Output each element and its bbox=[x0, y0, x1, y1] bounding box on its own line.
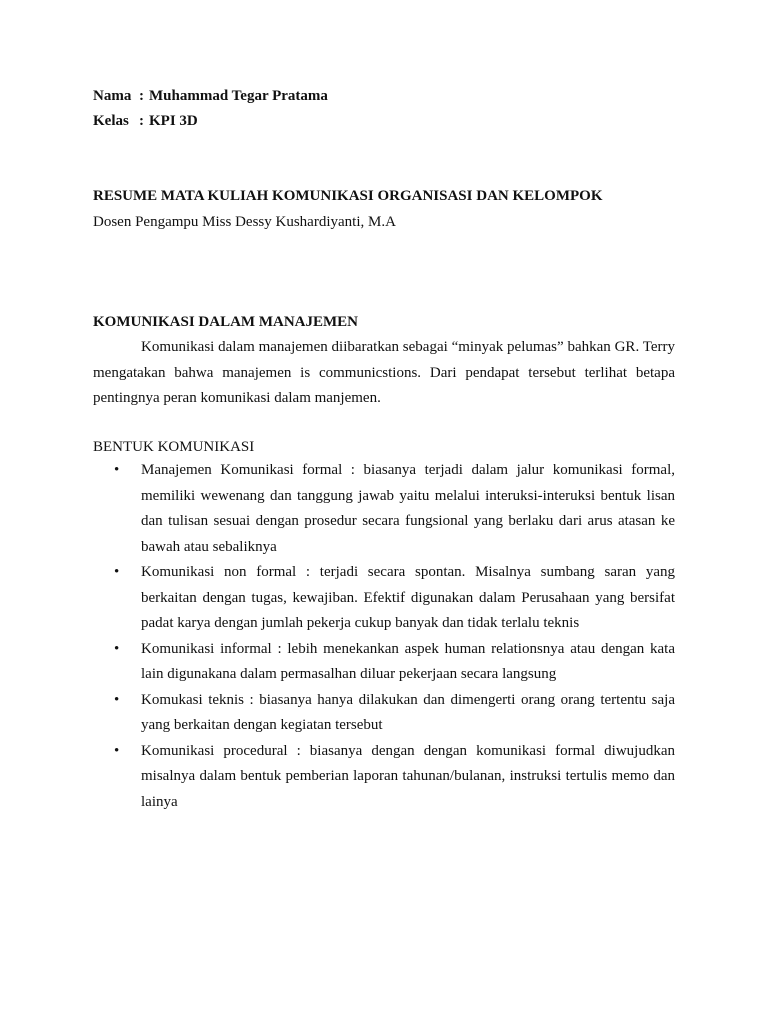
student-name-row bbox=[93, 88, 328, 105]
document-subtitle: Dosen Pengampu Miss Dessy Kushardiyanti, M.A bbox=[93, 214, 396, 230]
list-item bbox=[93, 458, 675, 560]
document-title: RESUME MATA KULIAH KOMUNIKASI ORGANISASI DAN KELOMPOK bbox=[93, 188, 603, 204]
list-item bbox=[93, 560, 675, 637]
list-item-text: Komunikasi informal : lebih menekankan aspek human relationsnya atau dengan kata lain digunakana dalam permasalhan diluar pekerjaan secara langsung bbox=[141, 640, 675, 682]
section-heading-management: KOMUNIKASI DALAM MANAJEMEN bbox=[93, 314, 358, 330]
management-paragraph: Komunikasi dalam manajemen diibaratkan sebagai “minyak pelumas” bahkan GR. Terry mengatakan bahwa manajemen is communicstions. Dari pendapat tersebut terlihat betapa pentingnya peran komunikasi dalam manjemen. bbox=[93, 339, 675, 406]
list-item-text: Komunikasi procedural : biasanya dengan dengan komunikasi formal diwujudkan misalnya dalam bentuk pemberian laporan tahunan/bulanan, instruksi tertulis memo dan lainya bbox=[141, 742, 675, 810]
student-class: KPI 3D bbox=[149, 113, 198, 129]
bullet-icon: • bbox=[114, 640, 120, 657]
section-heading-forms: BENTUK KOMUNIKASI bbox=[93, 439, 255, 455]
bullet-icon: • bbox=[114, 691, 120, 708]
list-item bbox=[93, 688, 675, 739]
communication-forms-list bbox=[93, 458, 675, 815]
student-class-row bbox=[93, 113, 198, 130]
list-item-text: Manajemen Komunikasi formal : biasanya terjadi dalam jalur komunikasi formal, memiliki wewenang dan tanggung jawab yaitu melalui interuksi-interuksi bentuk lisan dan tulisan sesuai dengan prosedur secara fungsional yang berlaku dari arus atasan ke bawah atau sebaliknya bbox=[141, 462, 675, 555]
list-item bbox=[93, 637, 675, 688]
name-separator: : bbox=[139, 88, 144, 104]
bullet-icon: • bbox=[114, 462, 120, 478]
student-name: Muhammad Tegar Pratama bbox=[149, 88, 328, 104]
list-item bbox=[93, 739, 675, 816]
list-item-text: Komukasi teknis : biasanya hanya dilakukan dan dimengerti orang orang tertentu saja yang berkaitan dengan kegiatan tersebut bbox=[141, 691, 675, 733]
class-separator: : bbox=[139, 113, 144, 129]
class-label: Kelas bbox=[93, 113, 129, 129]
bullet-icon: • bbox=[114, 564, 120, 580]
list-item-text: Komunikasi non formal : terjadi secara spontan. Misalnya sumbang saran yang berkaitan dengan tugas, kewajiban. Efektif digunakan dalam Perusahaan yang bersifat padat karya dengan jumlah pekerja cukup banyak dan tidak terlalu teknis bbox=[141, 564, 675, 631]
bullet-icon: • bbox=[114, 742, 120, 759]
name-label: Nama bbox=[93, 88, 132, 104]
